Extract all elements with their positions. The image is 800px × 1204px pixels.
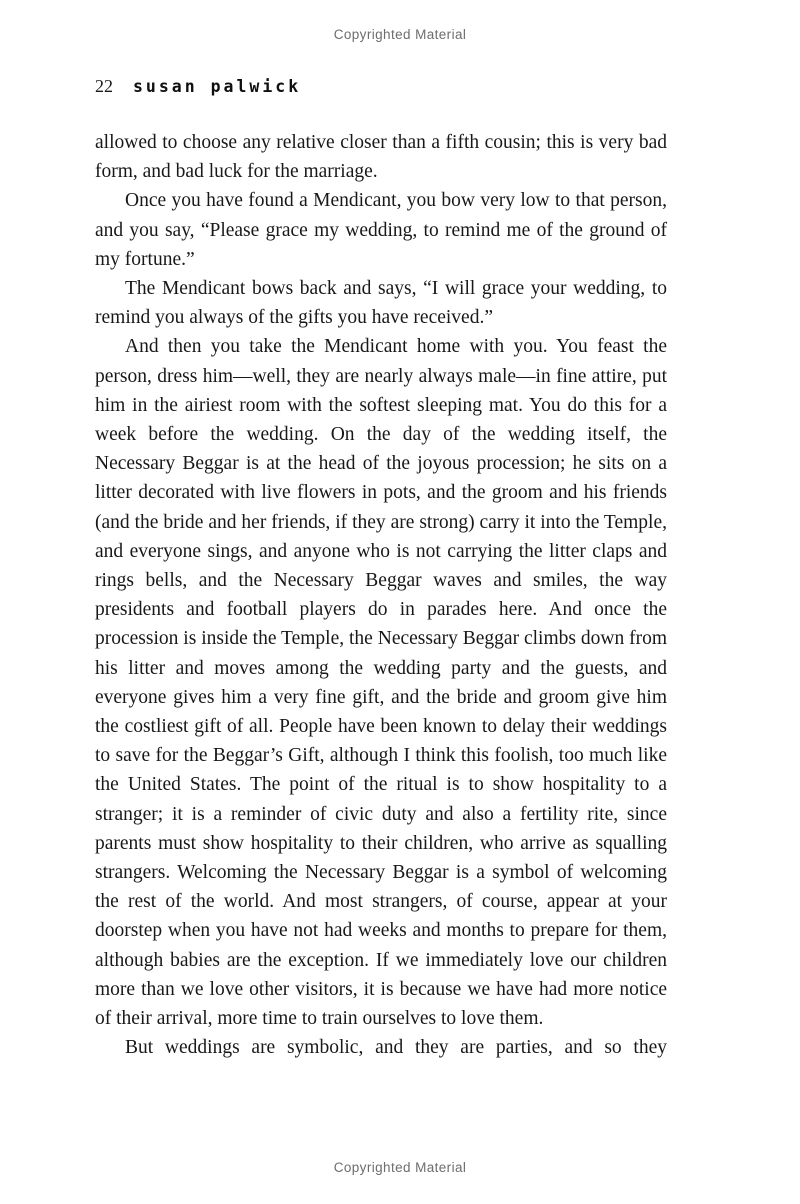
author-name: susan palwick — [133, 77, 302, 96]
copyright-notice-top: Copyrighted Material — [333, 27, 467, 42]
copyright-notice-bottom: Copyrighted Material — [333, 1160, 467, 1175]
paragraph: The Mendicant bows back and says, “I will grace your wedding, to remind you always of the gifts you have received.” — [95, 278, 667, 329]
paragraph: Once you have found a Mendicant, you bow very low to that person, and you say, “Please grace my wedding, to remind me of the ground of my fortune.” — [95, 190, 667, 270]
page-header — [95, 76, 301, 97]
page-number: 22 — [95, 76, 113, 96]
paragraph: And then you take the Mendicant home with you. You feast the person, dress him—well, they are nearly always male—in fine attire, put him in the airiest room with the softest sleeping mat. You do this for a week before the wedding. On the day of the wedding itself, the Necessary Beggar is at the head of the joyous procession; he sits on a litter decorated with live flowers in pots, and the groom and his friends (and the bride and her friends, if they are strong) carry it into the Temple, and everyone sings, and anyone who is not carrying the litter claps and rings bells, and the Necessary Beggar waves and smiles, the way presidents and football players do in parades here. And once the procession is inside the Temple, the Necessary Beggar climbs down from his litter and moves among the wedding party and the guests, and everyone gives him a very fine gift, and the bride and groom give him the costliest gift of all. People have been known to delay their weddings to save for the Beggar’s Gift, although I think this foolish, too much like the United States. The point of the ritual is to show hospitality to a stranger; it is a reminder of civic duty and also a fertility rite, since parents must show hospitality to their children, who arrive as squalling strangers. Welcoming the Necessary Beggar is a symbol of welcoming the rest of the world. And most strangers, of course, appear at your doorstep when you have not had weeks and months to prepare for them, although babies are the exception. If we immediately love our children more than we love other visitors, it is because we have had more notice of their arrival, more time to train ourselves to love them. — [95, 336, 667, 1030]
paragraph: But weddings are symbolic, and they are parties, and so they — [125, 1037, 667, 1059]
paragraph: allowed to choose any relative closer than a fifth cousin; this is very bad form, and bad luck for the marriage. — [95, 132, 667, 183]
body-text — [95, 128, 667, 1063]
